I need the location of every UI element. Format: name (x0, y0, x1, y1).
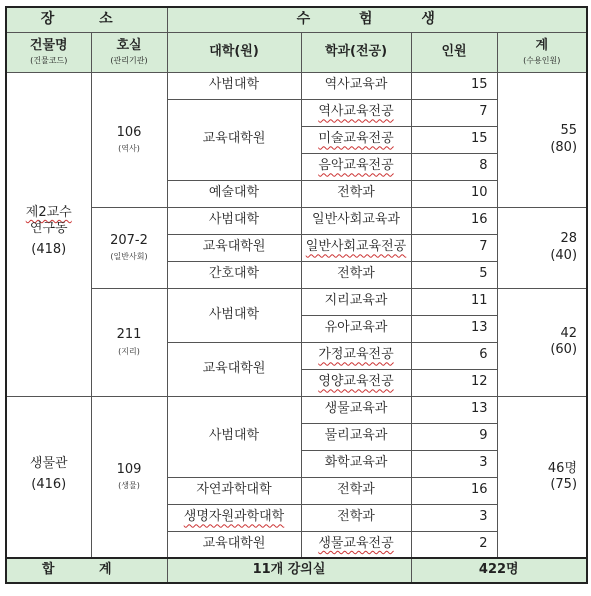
count-cell: 8 (411, 153, 497, 180)
dept-cell: 음악교육전공 (301, 153, 411, 180)
count-cell: 11 (411, 288, 497, 315)
room-total-cell: 55 (80) (497, 72, 587, 207)
room-header: 호실 (관리기관) (91, 32, 167, 72)
dept-cell: 일반사회교육전공 (301, 234, 411, 261)
count-cell: 12 (411, 369, 497, 396)
dept-cell: 역사교육전공 (301, 99, 411, 126)
count-cell: 5 (411, 261, 497, 288)
count-cell: 6 (411, 342, 497, 369)
college-cell: 교육대학원 (167, 531, 301, 558)
college-cell: 생명자원과학대학 (167, 504, 301, 531)
room-total-cell: 28 (40) (497, 207, 587, 288)
college-cell: 사범대학 (167, 288, 301, 342)
college-cell: 간호대학 (167, 261, 301, 288)
building-header: 건물명 (건물코드) (6, 32, 91, 72)
count-cell: 10 (411, 180, 497, 207)
room-cell: 109 (생물) (91, 396, 167, 558)
count-cell: 3 (411, 504, 497, 531)
college-cell: 교육대학원 (167, 342, 301, 396)
college-cell: 사범대학 (167, 396, 301, 477)
grand-total: 422명 (411, 558, 587, 583)
count-cell: 9 (411, 423, 497, 450)
room-cell: 106 (역사) (91, 72, 167, 207)
total-label: 합 계 (6, 558, 167, 583)
count-cell: 16 (411, 477, 497, 504)
total-header: 계 (수용인원) (497, 32, 587, 72)
college-cell: 자연과학대학 (167, 477, 301, 504)
dept-cell: 영양교육전공 (301, 369, 411, 396)
room-cell: 207-2 (일반사회) (91, 207, 167, 288)
college-cell: 사범대학 (167, 72, 301, 99)
dept-cell: 가정교육전공 (301, 342, 411, 369)
building-cell: 생물관 (416) (6, 396, 91, 558)
dept-cell: 지리교육과 (301, 288, 411, 315)
dept-cell: 일반사회교육과 (301, 207, 411, 234)
dept-header: 학과(전공) (301, 32, 411, 72)
college-header: 대학(원) (167, 32, 301, 72)
college-cell: 교육대학원 (167, 99, 301, 180)
examinees-header: 수 험 생 (167, 7, 587, 32)
exam-room-table (5, 6, 588, 584)
dept-cell: 전학과 (301, 504, 411, 531)
room-total-cell: 42 (60) (497, 288, 587, 396)
count-header: 인원 (411, 32, 497, 72)
dept-cell: 전학과 (301, 477, 411, 504)
count-cell: 16 (411, 207, 497, 234)
dept-cell: 화학교육과 (301, 450, 411, 477)
count-cell: 2 (411, 531, 497, 558)
count-cell: 13 (411, 396, 497, 423)
dept-cell: 유아교육과 (301, 315, 411, 342)
place-header: 장 소 (6, 7, 167, 32)
college-cell: 교육대학원 (167, 234, 301, 261)
dept-cell: 전학과 (301, 180, 411, 207)
college-cell: 예술대학 (167, 180, 301, 207)
dept-cell: 생물교육과 (301, 396, 411, 423)
count-cell: 7 (411, 234, 497, 261)
dept-cell: 전학과 (301, 261, 411, 288)
college-cell: 사범대학 (167, 207, 301, 234)
dept-cell: 미술교육전공 (301, 126, 411, 153)
count-cell: 3 (411, 450, 497, 477)
building-cell: 제2교수 연구동 (418) (6, 72, 91, 396)
count-cell: 13 (411, 315, 497, 342)
room-total-cell: 46명 (75) (497, 396, 587, 558)
dept-cell: 생물교육전공 (301, 531, 411, 558)
dept-cell: 역사교육과 (301, 72, 411, 99)
count-cell: 15 (411, 126, 497, 153)
count-cell: 15 (411, 72, 497, 99)
dept-cell: 물리교육과 (301, 423, 411, 450)
count-cell: 7 (411, 99, 497, 126)
room-cell: 211 (지리) (91, 288, 167, 396)
total-rooms: 11개 강의실 (167, 558, 411, 583)
